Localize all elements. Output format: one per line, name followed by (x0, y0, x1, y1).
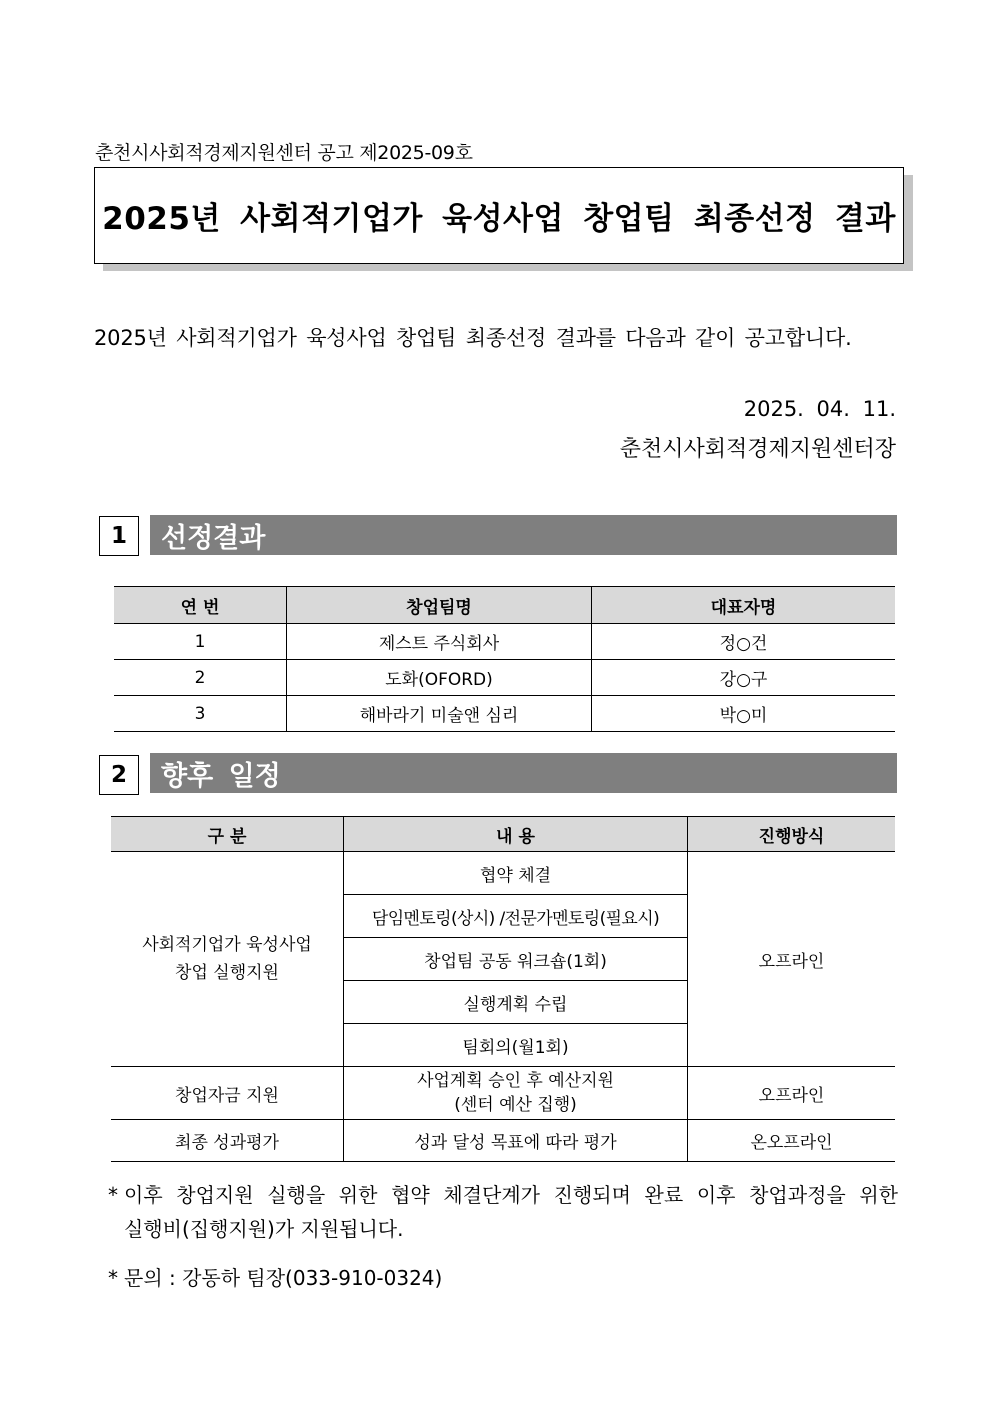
category-line-2: 창업 실행지원 (175, 963, 279, 983)
note-2 (108, 1262, 442, 1291)
cell-content: 협약 체결 (344, 852, 688, 895)
section-2-number: 2 (99, 755, 139, 795)
organization-signature: 춘천시사회적경제지원센터장 (619, 437, 896, 462)
cell-method: 오프라인 (688, 1067, 896, 1120)
cell-number: 2 (114, 660, 287, 696)
cell-content (344, 1067, 688, 1120)
cell-team-name: 도화(OFORD) (287, 660, 592, 696)
cell-content: 창업팀 공동 워크숍(1회) (344, 938, 688, 981)
section-2-title: 향후 일정 (150, 753, 897, 793)
cell-content: 실행계획 수립 (344, 981, 688, 1024)
note-1 (108, 1178, 898, 1212)
cell-category: 창업자금 지원 (111, 1067, 344, 1120)
header-content: 내 용 (344, 817, 688, 852)
cell-method: 온오프라인 (688, 1120, 896, 1162)
content-line-1: 사업계획 승인 후 예산지원 (417, 1071, 614, 1091)
header-representative: 대표자명 (592, 587, 896, 624)
table-row (111, 852, 895, 895)
header-category: 구 분 (111, 817, 344, 852)
document-title: 2025년 사회적기업가 육성사업 창업팀 최종선정 결과 (102, 201, 896, 237)
note-1-line-2: 실행비(집행지원)가 지원됩니다. (124, 1217, 404, 1241)
section-1-number: 1 (99, 516, 139, 556)
announcement-date: 2025. 04. 11. (743, 397, 896, 421)
title-box (94, 167, 904, 264)
schedule-table (111, 816, 895, 1162)
cell-representative: 정○건 (592, 624, 896, 660)
note-bullet: * (108, 1183, 118, 1207)
cell-team-name: 제스트 주식회사 (287, 624, 592, 660)
cell-category (111, 852, 344, 1067)
cell-method: 오프라인 (688, 852, 896, 1067)
cell-representative: 강○구 (592, 660, 896, 696)
table-header-row (111, 817, 895, 852)
cell-representative: 박○미 (592, 696, 896, 732)
section-1-title: 선정결과 (150, 515, 897, 555)
contact-info: 문의 : 강동하 팀장(033-910-0324) (124, 1266, 443, 1290)
selection-result-table (114, 586, 895, 732)
table-row (111, 1120, 895, 1162)
note-1-line-1: 이후 창업지원 실행을 위한 협약 체결단계가 진행되며 완료 이후 창업과정을 위한 (124, 1183, 898, 1207)
cell-number: 3 (114, 696, 287, 732)
table-header-row (114, 587, 895, 624)
intro-text: 2025년 사회적기업가 육성사업 창업팀 최종선정 결과를 다음과 같이 공고합니다. (94, 326, 852, 350)
table-row (114, 660, 895, 696)
cell-number: 1 (114, 624, 287, 660)
header-number: 연 번 (114, 587, 287, 624)
header-method: 진행방식 (688, 817, 896, 852)
cell-content: 담임멘토링(상시) /전문가멘토링(필요시) (344, 895, 688, 938)
cell-team-name: 해바라기 미술앤 심리 (287, 696, 592, 732)
cell-category: 최종 성과평가 (111, 1120, 344, 1162)
content-line-2: (센터 예산 집행) (454, 1095, 577, 1115)
note-bullet: * (108, 1266, 118, 1290)
notice-number: 춘천시사회적경제지원센터 공고 제2025-09호 (95, 142, 473, 164)
cell-content: 성과 달성 목표에 따라 평가 (344, 1120, 688, 1162)
category-line-1: 사회적기업가 육성사업 (142, 935, 312, 955)
table-row (114, 624, 895, 660)
table-row (114, 696, 895, 732)
table-row (111, 1067, 895, 1120)
header-team-name: 창업팀명 (287, 587, 592, 624)
cell-content: 팀회의(월1회) (344, 1024, 688, 1067)
